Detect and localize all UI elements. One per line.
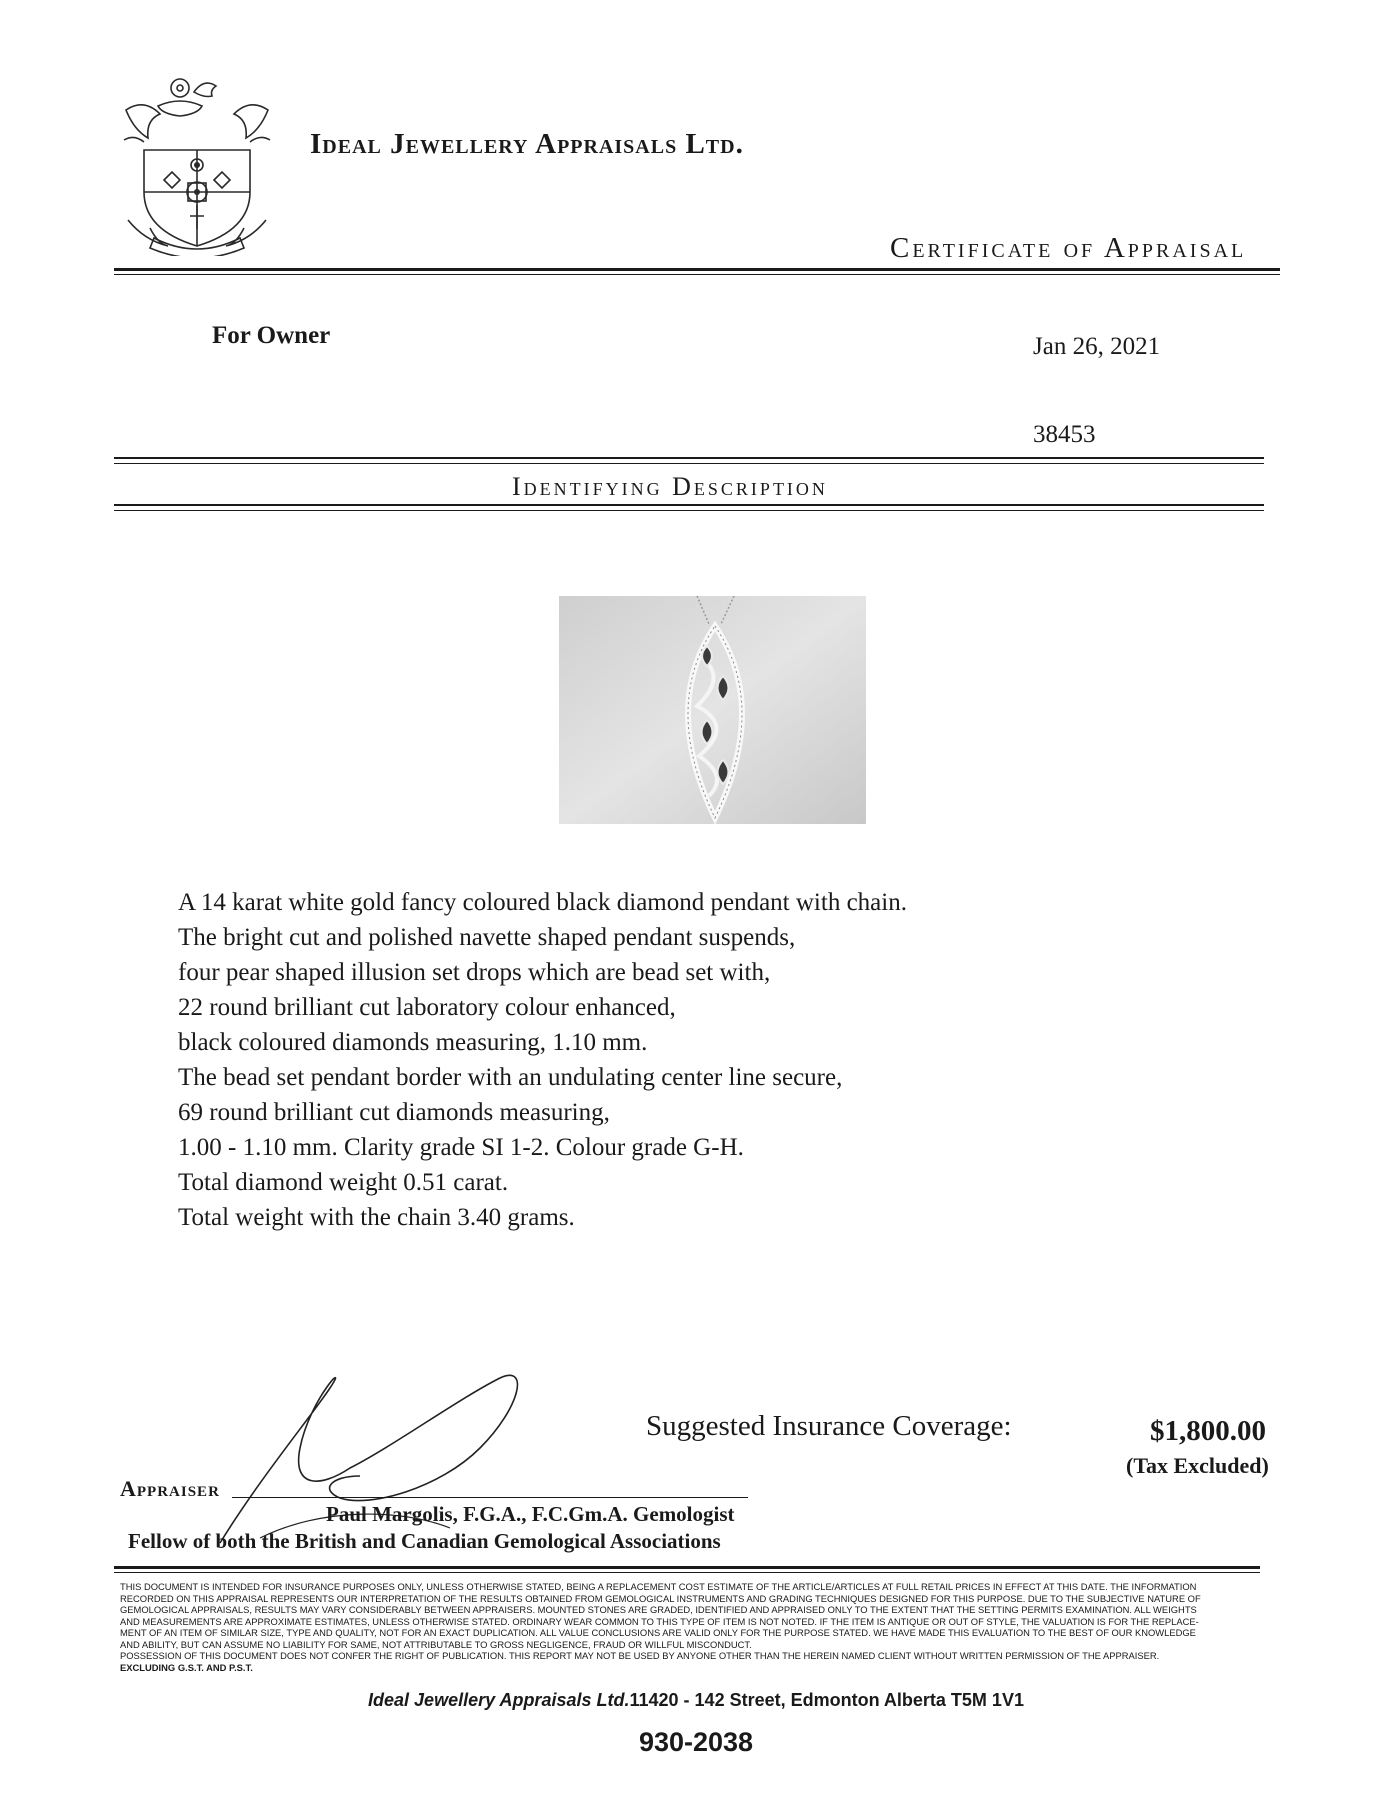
- description-line: 1.00 - 1.10 mm. Clarity grade SI 1-2. Colour grade G-H.: [178, 1134, 744, 1161]
- disclaimer-line: AND MEASUREMENTS ARE APPROXIMATE ESTIMATES, UNLESS OTHERWISE STATED. ORDINARY WEAR COMMON TO THIS TYPE OF ITEM IS NOT NOTED. IF THE ITEM IS ANTIQUE OR OUT OF STYLE, THE VALUATION IS FOR THE REPLACE-: [120, 1615, 1199, 1627]
- legal-disclaimer: [120, 1581, 1260, 1673]
- appraiser-credentials: Fellow of both the British and Canadian Gemological Associations: [128, 1529, 721, 1553]
- description-line: 22 round brilliant cut laboratory colour enhanced,: [178, 994, 676, 1021]
- tax-note: (Tax Excluded): [1126, 1453, 1269, 1478]
- coat-of-arms-logo: [118, 70, 276, 256]
- appraiser-label: Appraiser: [120, 1476, 220, 1501]
- disclaimer-line: MENT OF AN ITEM OF SIMILAR SIZE, TYPE AND QUALITY, NOT FOR AN EXACT DUPLICATION. ALL VALUE CONCLUSIONS ARE VALID ONLY FOR THE PURPOSE STATED. WE HAVE MADE THIS EVALUATION TO THE BEST OF OUR KNOWLEDGE: [120, 1627, 1196, 1638]
- description-line: A 14 karat white gold fancy coloured black diamond pendant with chain.: [178, 889, 907, 916]
- description-line: Total weight with the chain 3.40 grams.: [178, 1204, 575, 1231]
- footer-company: Ideal Jewellery Appraisals Ltd.: [368, 1690, 630, 1710]
- company-name: Ideal Jewellery Appraisals Ltd.: [310, 128, 744, 160]
- header-rule: [114, 268, 1280, 271]
- footer-rule: [114, 1566, 1260, 1569]
- description-line: Total diamond weight 0.51 carat.: [178, 1169, 509, 1196]
- reference-number: 38453: [1033, 421, 1096, 448]
- footer-rule-thin: [114, 1572, 1260, 1573]
- owner-label: For Owner: [212, 322, 331, 349]
- section-rule-bottom-thin: [114, 510, 1264, 511]
- appraiser-name: Paul Margolis, F.G.A., F.C.Gm.A. Gemologist: [326, 1502, 735, 1526]
- description-line: The bright cut and polished navette shaped pendant suspends,: [178, 924, 796, 951]
- header-rule-thin: [114, 274, 1280, 275]
- disclaimer-line: AND ABILITY, BUT CAN ASSUME NO LIABILITY FOR SAME, NOT ATTRIBUTABLE TO GROSS NEGLIGENCE, FRAUD OR WILLFUL MISCONDUCT.: [120, 1638, 752, 1650]
- description-line: 69 round brilliant cut diamonds measuring,: [178, 1099, 610, 1126]
- section-rule-bottom: [114, 504, 1264, 506]
- description-line: The bead set pendant border with an undulating center line secure,: [178, 1064, 843, 1091]
- section-rule-top-thin: [114, 463, 1264, 464]
- footer-address: [0, 1690, 1392, 1711]
- disclaimer-line: THIS DOCUMENT IS INTENDED FOR INSURANCE PURPOSES ONLY, UNLESS OTHERWISE STATED, BEING A REPLACEMENT COST ESTIMATE OF THE ARTICLE/ARTICLES AT FULL RETAIL PRICES IN EFFECT AT THIS DATE. THE INFORMATION: [120, 1581, 1197, 1592]
- footer-street: 11420 - 142 Street, Edmonton Alberta T5M 1V1: [629, 1690, 1024, 1710]
- disclaimer-line: RECORDED ON THIS APPRAISAL REPRESENTS OUR INTERPRETATION OF THE RESULTS OBTAINED FROM GEMOLOGICAL INSTRUMENTS AND GRADING TECHNIQUES DESIGNED FOR THIS PURPOSE. DUE TO THE SUBJECTIVE NATURE OF: [120, 1592, 1201, 1604]
- description-line: four pear shaped illusion set drops which are bead set with,: [178, 959, 771, 986]
- pendant-photo: [559, 596, 866, 824]
- section-rule-top: [114, 457, 1264, 459]
- item-description: [178, 885, 907, 1235]
- signature-line: [232, 1497, 748, 1498]
- appraisal-date: Jan 26, 2021: [1033, 333, 1161, 360]
- description-line: black coloured diamonds measuring, 1.10 mm.: [178, 1029, 648, 1056]
- coverage-label: Suggested Insurance Coverage:: [646, 1410, 1012, 1442]
- section-title: Identifying Description: [512, 472, 828, 501]
- coverage-value: $1,800.00: [1150, 1415, 1266, 1447]
- disclaimer-line: GEMOLOGICAL APPRAISALS, RESULTS MAY VARY CONSIDERABLY BETWEEN APPRAISERS. MOUNTED STONES ARE GRADED, IDENTIFIED AND APPRAISED ONLY TO THE EXTENT THAT THE SETTING PERMITS EXAMINATION. ALL WEIGHTS: [120, 1604, 1197, 1615]
- disclaimer-line: POSSESSION OF THIS DOCUMENT DOES NOT CONFER THE RIGHT OF PUBLICATION. THIS REPORT MAY NOT BE USED BY ANYONE OTHER THAN THE HEREIN NAMED CLIENT WITHOUT WRITTEN PERMISSION OF THE APPRAISER.: [120, 1650, 1160, 1661]
- disclaimer-line: EXCLUDING G.S.T. AND P.S.T.: [120, 1661, 253, 1673]
- certificate-title: Certificate of Appraisal: [890, 232, 1247, 264]
- footer-phone: 930-2038: [638, 1727, 754, 1757]
